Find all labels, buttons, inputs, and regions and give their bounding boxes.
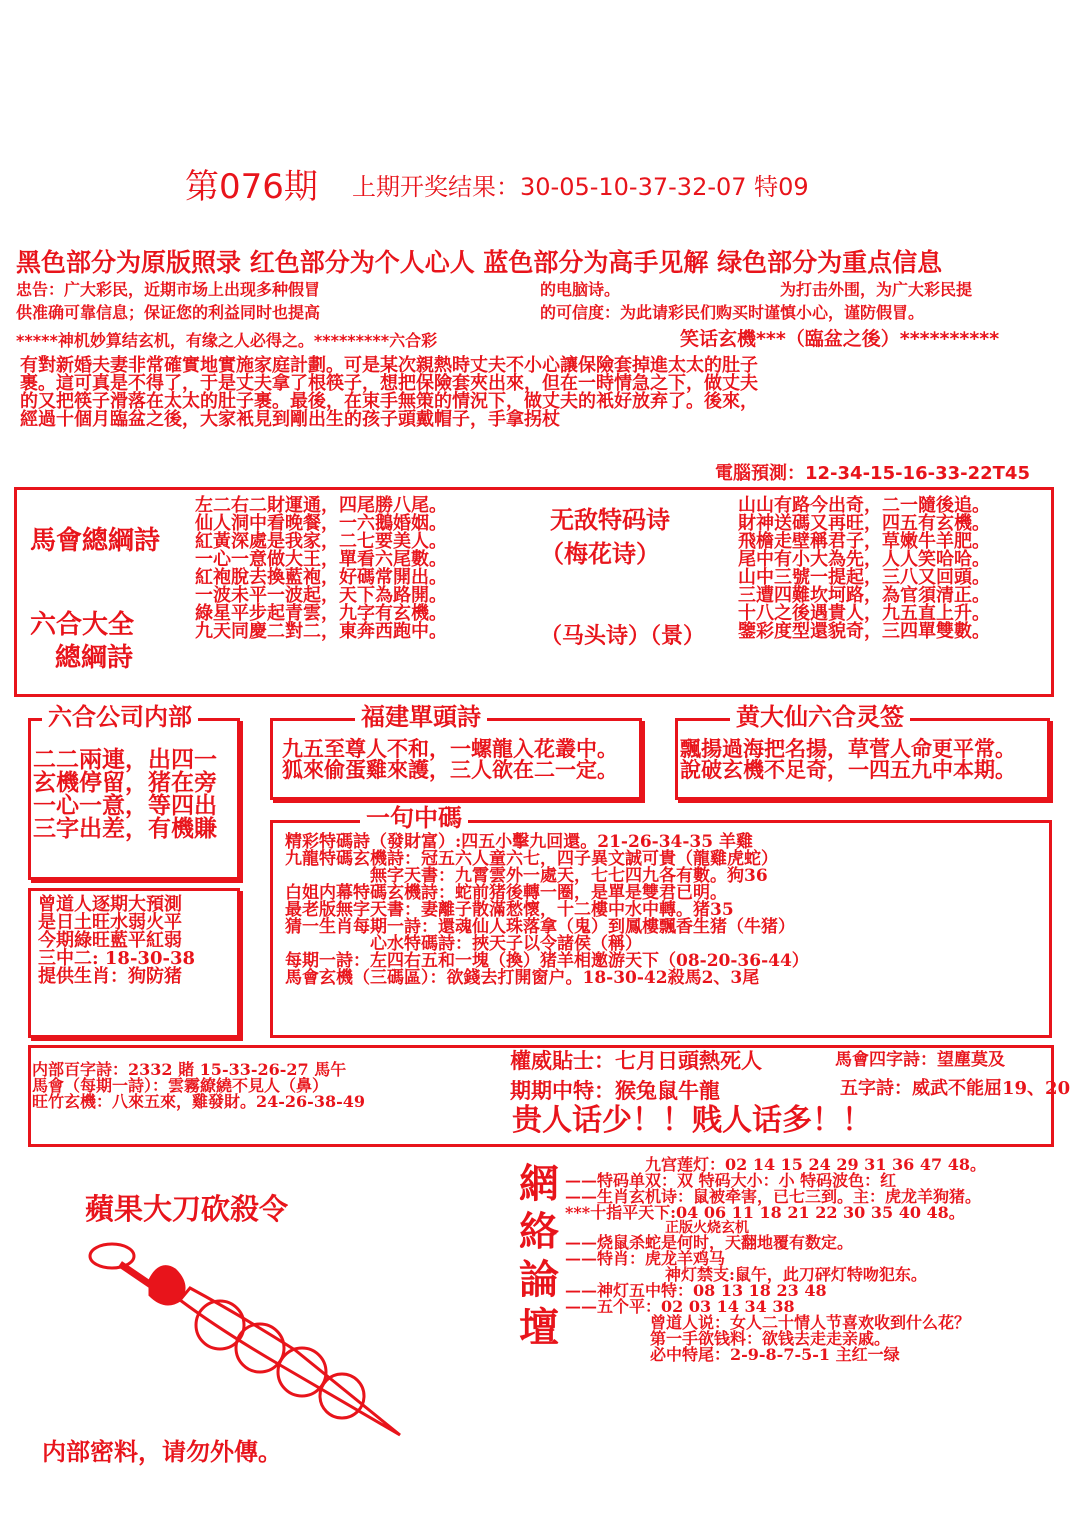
notice-right-far: 为打击外围，为广大彩民提 xyxy=(780,280,973,299)
poem-line: 尾中有小大為先，人人笑哈哈。 xyxy=(738,549,990,570)
yiju-body xyxy=(285,834,809,987)
zengdao-line: 提供生肖：狗防猪 xyxy=(38,966,182,987)
matou-title: （马头诗）（景） xyxy=(540,623,706,649)
company-title: 六合公司内部 xyxy=(42,705,198,729)
wong-line: 飄揚過海把名揚，草菅人命更平常。 xyxy=(680,736,1016,761)
forum-line: 曾道人说：女人二十情人节喜欢收到什么花？ xyxy=(650,1313,971,1332)
label-liuhe-daquan: 六合大全 xyxy=(30,610,135,640)
right-poem xyxy=(738,497,990,641)
lower-left-line: 内部百字詩：2332 賭 15-33-26-27 馬午 xyxy=(32,1060,347,1079)
fujian-body xyxy=(282,738,618,780)
poem-line: 鑒彩度型還貌奇，三四單雙數。 xyxy=(738,621,990,642)
sword-coin xyxy=(320,1374,364,1418)
wudi-title: 无敌特码诗 xyxy=(550,505,670,534)
joke-body xyxy=(20,357,1070,429)
poem-line: 仙人洞中看晚餐，一六鵝婚姻。 xyxy=(195,513,447,534)
wong-title: 黄大仙六合灵签 xyxy=(730,705,910,729)
zengdao-line: 是日土旺水弱火平 xyxy=(38,912,182,933)
yiju-line: 九龍特碼玄機詩：冠五六人童六七，四子異文誠可貴（龍雞虎蛇） xyxy=(285,849,778,869)
notice-right-2: 的可信度：为此请彩民们购买时谨慎小心，谨防假冒。 xyxy=(540,303,925,322)
middle-poem xyxy=(195,497,447,641)
yiju-line: 無字天書：九霄雲外一處天，七七四九各有數。狗36 xyxy=(370,866,768,886)
forum-line: 神灯禁支:鼠午，此刀砰灯特吻犯东。 xyxy=(665,1265,927,1284)
forum-line: ——烧鼠杀蛇是何时，天翻地覆有数定。 xyxy=(565,1233,854,1252)
yiju-line: 最老版無字天書：妻離子散滿愁懷，十二樓中水中轉。猪35 xyxy=(285,900,734,920)
poem-line: 紅袍脫去換藍袍，好碼常開出。 xyxy=(195,567,447,588)
knife-footer: 内部密料，请勿外傳。 xyxy=(42,1438,282,1466)
computer-prediction: 電腦預測：12-34-15-16-33-22T45 xyxy=(715,463,1030,484)
label-gangshi: 總綱詩 xyxy=(55,643,134,673)
notice-line-2: 供准确可靠信息；保证您的利益同时也提高 xyxy=(16,303,321,322)
wong-body xyxy=(680,738,1016,780)
yiju-line: 每期一詩：左四右五和一塊（換）猪羊相邀游天下（08-20-36-44） xyxy=(285,951,809,971)
wong-line: 說破玄機不足奇，一四五九中本期。 xyxy=(680,757,1016,782)
forum-vertical-title xyxy=(515,1160,563,1352)
poem-line: 紅黃深處是我家，二七要美人。 xyxy=(195,531,447,552)
knife-sword-illustration xyxy=(80,1240,410,1440)
slogan: 贵人话少！！贱人话多！！ xyxy=(512,1103,872,1138)
joke-line: 的又把筷子滑落在太太的肚子裹。最後，在束手無策的情況下，做丈夫的衹好放弃了。後來， xyxy=(20,391,758,412)
lower-left xyxy=(32,1062,365,1110)
fujian-line: 九五至尊人不和，一螺龍入花叢中。 xyxy=(282,736,618,761)
lower-left-line: 馬會（每期一詩）：雲霧繚繞不見人（鼻） xyxy=(32,1076,329,1095)
forum-line: ——生肖玄机诗：鼠被牵害，已七三到。主：虎龙羊狗猪。 xyxy=(565,1187,982,1206)
every-period: 期期中特：猴兔鼠牛龍 xyxy=(510,1078,720,1103)
yiju-title: 一句中碼 xyxy=(360,806,468,830)
issue-number: 第076期 xyxy=(185,167,318,207)
notice-right-1: 的电脑诗。 xyxy=(540,280,621,299)
sword-coin xyxy=(236,1324,284,1372)
forum-title-char: 論 xyxy=(519,1256,559,1303)
joke-line: 有對新婚夫妻非常確實地實施家庭計劃。可是某次親熱時丈夫不小心讓保險套掉進太太的肚子 xyxy=(20,355,758,376)
forum-line: ——特码单双：双 特码大小：小 特码波色：红 xyxy=(565,1171,897,1190)
company-body xyxy=(33,748,217,840)
color-legend: 黑色部分为原版照录 红色部分为个人心人 蓝色部分为高手见解 绿色部分为重点信息 xyxy=(16,248,943,277)
zengdao-line: 今期綠旺藍平紅弱 xyxy=(38,930,182,951)
forum-body xyxy=(565,1157,986,1363)
forum-line: 九宫莲灯：02 14 15 24 29 31 36 47 48。 xyxy=(645,1155,986,1174)
poem-line: 一波未平一波起，天下為路開。 xyxy=(195,585,447,606)
poem-line: 山中三號一提起，三八又回頭。 xyxy=(738,567,990,588)
forum-line: ***十指平天下:04 06 11 18 21 22 30 35 40 48。 xyxy=(565,1203,965,1222)
meihua-title: （梅花诗） xyxy=(540,539,660,568)
forum-line: 必中特尾：2-9-8-7-5-1 主红一绿 xyxy=(650,1345,900,1364)
yiju-line: 猜一生肖每期一詩：還魂仙人珠落拿（鬼）到鳳樓飄香生猪（牛猪） xyxy=(285,917,795,937)
joke-title: 笑话玄機***（臨盆之後）********** xyxy=(680,328,1000,350)
forum-line: ——五个平：02 03 14 34 38 xyxy=(565,1297,795,1316)
yiju-line: 心水特碼詩：挾天子以令諸侯（稱） xyxy=(370,934,642,954)
company-line: 二二兩連，出四一 xyxy=(33,746,217,773)
forum-title-char: 絡 xyxy=(519,1208,559,1255)
forum-title-char: 壇 xyxy=(519,1304,559,1351)
forum-line: 第一手欲钱料：欲钱去走走亲戚。 xyxy=(650,1329,891,1348)
poem-line: 三遭四難坎坷路，為官須清正。 xyxy=(738,585,990,606)
zengdao-body xyxy=(38,896,195,986)
company-line: 三字出差，有機賺 xyxy=(33,815,217,842)
poem-line: 財神送碼又再旺，四五有玄機。 xyxy=(738,513,990,534)
yiju-line: 馬會玄機（三碼區）：欲錢去打開窗户。18-30-42殺馬2、3尾 xyxy=(285,968,760,988)
lower-left-line: 旺竹玄機：八來五來，雞發財。24-26-38-49 xyxy=(32,1092,365,1111)
joke-line: 裹。這可真是不得了，于是丈夫拿了根筷子，想把保險套夾出來，但在一時情急之下，做丈夫 xyxy=(20,373,758,394)
five-word-poem: 五字詩：威武不能屈19、20 xyxy=(840,1078,1071,1099)
forum-line: ——神灯五中特：08 13 18 23 48 xyxy=(565,1281,827,1300)
sword-guard xyxy=(150,1267,184,1304)
company-line: 一心一意，等四出 xyxy=(33,792,217,819)
joke-header: *****神机妙算结玄机，有缘之人必得之。*********六合彩 xyxy=(16,331,438,350)
poem-line: 一心一意做大王，單看六尾數。 xyxy=(195,549,447,570)
forum-line: 正版火烧玄机 xyxy=(665,1220,749,1236)
label-mahui-gangshi: 馬會總綱詩 xyxy=(30,526,161,556)
sword-blade xyxy=(180,1288,400,1435)
authority-tip: 權威貼士：七月日頭熱死人 xyxy=(510,1048,762,1073)
poem-line: 左二右二財運通，四尾勝八尾。 xyxy=(195,495,447,516)
knife-title: 蘋果大刀砍殺令 xyxy=(85,1192,289,1226)
joke-line: 經過十個月臨盆之後，大家衹見到剛出生的孩子頭戴帽子，手拿拐杖 xyxy=(20,409,560,430)
yiju-line: 精彩特碼詩（發財富）:四五小擊九回還。21-26-34-35 羊雞 xyxy=(285,832,753,852)
zengdao-title: 曾道人逐期大預測 xyxy=(38,894,182,915)
poem-line: 九天同慶二對二，東奔西跑中。 xyxy=(195,621,447,642)
poem-line: 綠星平步起青雲，九字有玄機。 xyxy=(195,603,447,624)
notice-line-1: 忠告：广大彩民，近期市场上出现多种假冒 xyxy=(16,280,321,299)
yiju-line: 白姐内幕特碼玄機詩：蛇前猪後轉一圈，是單是雙君已明。 xyxy=(285,883,727,903)
fujian-title: 福建單頭詩 xyxy=(355,705,487,729)
poem-line: 飛檐走壁稱君子，草嫩牛羊肥。 xyxy=(738,531,990,552)
forum-line: ——特肖：虎龙羊鸡马 xyxy=(565,1249,726,1268)
last-result: 上期开奖结果：30-05-10-37-32-07 特09 xyxy=(352,173,809,201)
company-line: 玄機停留，猪在旁 xyxy=(33,769,217,796)
forum-title-char: 網 xyxy=(519,1160,559,1207)
poem-line: 山山有路今出奇，二一隨後追。 xyxy=(738,495,990,516)
zengdao-line: 三中二: 18-30-38 xyxy=(38,948,195,969)
fujian-line: 狐來偷蛋雞來護，三人欲在二一定。 xyxy=(282,757,618,782)
mahui-4word: 馬會四字詩：望塵莫及 xyxy=(835,1050,1005,1070)
poem-line: 十八之後遇貴人，九五直上升。 xyxy=(738,603,990,624)
sword-ring xyxy=(90,1244,134,1268)
